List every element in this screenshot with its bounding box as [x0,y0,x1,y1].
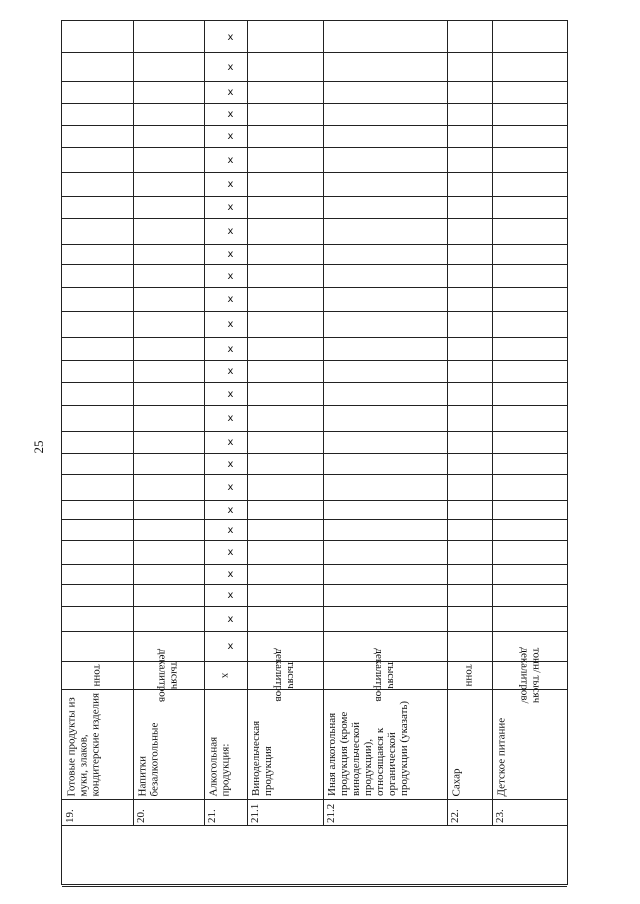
grid-line [62,81,567,82]
grid-line [62,584,567,585]
row-number: 19. [64,809,76,823]
grid-line [62,218,567,219]
product-name: Детское питание [495,717,507,796]
grid-line [62,606,567,607]
grid-line [62,405,567,406]
grid-line [62,474,567,475]
product-name: Иная алкогольная продукция (кроме винодельческой продукции), относящаяся к органической продукции (указать) [326,700,410,796]
row-number: 21. [206,809,218,823]
row-number: 22. [449,809,461,823]
grid-line [62,147,567,148]
grid-line [62,431,567,432]
unit-cell: тысяч декалитров [373,648,397,702]
grid-line [62,172,567,173]
unit-cell: тонн/ тысяч декалитров/ [518,646,543,704]
cross-mark: x [227,641,234,652]
cross-mark: x [227,413,234,424]
product-name: Алкогольная продукция: [207,736,231,796]
column-divider-bottom [447,799,448,825]
row-number: 21.1 [249,803,261,823]
grid-line [62,244,567,245]
product-name: Готовые продукты из муки, злаков, кондитерские изделия [65,692,101,796]
grid-line [62,453,567,454]
cross-mark: x [227,437,234,448]
cross-mark: x [227,154,234,166]
grid-line [62,264,567,265]
grid-line [62,103,567,104]
grid-line [62,125,567,126]
column-divider-bottom [492,799,493,825]
page-number: 25 [31,440,46,454]
cross-mark: x [227,613,234,625]
cross-mark: x [227,504,234,516]
grid-line [62,52,567,53]
product-table [61,20,568,885]
unit-cell: тонн [91,664,104,686]
column-divider-bottom [247,799,248,825]
cross-mark: x [227,343,234,355]
cross-mark: x [227,524,234,536]
cross-mark: x [227,388,234,400]
cross-mark: x [227,482,234,493]
cross-mark: x [227,547,234,558]
grid-line [62,311,567,312]
cross-mark: x [227,569,234,580]
cross-mark: x [227,366,234,377]
cross-mark: x [227,31,234,43]
cross-mark: x [227,202,234,213]
row-number: 21.2 [325,803,337,823]
cross-mark: x [227,131,234,142]
cross-mark: x [227,319,234,330]
row-number: 20. [135,809,147,823]
grid-line [62,631,567,632]
grid-line [62,540,567,541]
cross-mark: x [227,294,234,305]
row-number: 23. [494,809,506,823]
cross-mark: x [227,458,234,470]
footer-line [62,886,567,887]
cross-mark: x [227,249,234,260]
column-divider-bottom [204,799,205,825]
cross-mark: x [227,61,234,73]
unit-cell: тысяч декалитров [156,648,181,702]
cross-mark: x [227,87,234,98]
grid-line [62,196,567,197]
product-name: Сахар [450,768,462,796]
grid-line [62,360,567,361]
footer-line [62,825,567,826]
grid-line [62,337,567,338]
unit-cell: тонн [463,664,476,686]
unit-cell: тысяч декалитров [273,648,297,702]
cross-mark: x [227,226,234,237]
cross-mark: x [227,270,234,282]
cross-mark: x [227,590,234,601]
column-divider-bottom [133,799,134,825]
product-name: Напитки безалкогольные [136,722,160,796]
column-divider-bottom [323,799,324,825]
cross-mark: x [227,179,234,190]
grid-line [62,564,567,565]
grid-line [62,519,567,520]
product-name: Винодельческая продукция [250,720,274,796]
unit-cell: x [219,672,232,678]
grid-line [62,500,567,501]
grid-line [62,382,567,383]
cross-mark: x [227,109,234,120]
grid-line [62,287,567,288]
